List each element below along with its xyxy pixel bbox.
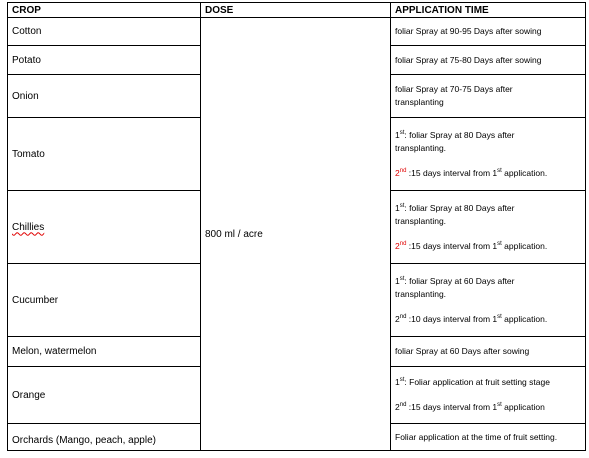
ordinal-suffix: st: [399, 129, 405, 136]
application-text: application.: [501, 167, 548, 178]
ordinal-suffix: st: [497, 240, 502, 247]
application-text: :15 days interval from 1: [406, 402, 498, 412]
crop-cell: Potato: [8, 46, 201, 75]
ordinal-suffix: st: [497, 313, 502, 320]
crop-cell: Cucumber: [8, 264, 201, 337]
ordinal: 1: [395, 275, 400, 286]
ordinal-suffix: nd: [399, 402, 407, 409]
header-row: [8, 3, 586, 18]
table-row: [8, 18, 586, 46]
header-application-time: APPLICATION TIME: [391, 3, 586, 18]
crop-cell: [8, 191, 201, 264]
application-text: : foliar Spray at 60 Days after: [404, 275, 515, 286]
application-text: application.: [501, 240, 548, 251]
application-cell: [391, 118, 586, 191]
application-cell: [391, 367, 586, 424]
ordinal-suffix: nd: [399, 313, 407, 320]
application-text: application: [501, 402, 545, 412]
application-second: [395, 240, 581, 253]
application-text: foliar Spray at 90-95 Days after sowing: [395, 26, 542, 36]
application-text: transplanting.: [395, 142, 447, 153]
application-cell: [391, 337, 586, 367]
application-first: [395, 202, 581, 215]
ordinal: 1: [395, 202, 400, 213]
ordinal-suffix: st: [399, 275, 405, 282]
crop-cell: Tomato: [8, 118, 201, 191]
application-text: foliar Spray at 70-75 Days after: [395, 84, 513, 94]
ordinal: 2: [395, 313, 400, 324]
crop-cell: Onion: [8, 75, 201, 118]
application-text: transplanting.: [395, 215, 447, 226]
application-text: : Foliar application at fruit setting stage: [404, 377, 550, 387]
application-cell: [391, 424, 586, 451]
application-text: transplanting.: [395, 288, 447, 299]
dose-cell: 800 ml / acre: [201, 18, 391, 451]
ordinal-suffix: nd: [399, 167, 407, 174]
application-text: :15 days interval from 1: [406, 167, 498, 178]
application-cell: [391, 46, 586, 75]
application-cell: [391, 18, 586, 46]
application-first: [395, 275, 581, 288]
application-text: foliar Spray at 60 Days after sowing: [395, 346, 530, 356]
ordinal-suffix: nd: [399, 240, 407, 247]
crop-name: Chillies: [12, 221, 45, 233]
crop-cell: Cotton: [8, 18, 201, 46]
application-first: [395, 129, 581, 142]
application-cell: [391, 191, 586, 264]
ordinal: 2: [395, 167, 400, 178]
ordinal-suffix: st: [399, 202, 405, 209]
crop-cell: Orchards (Mango, peach, apple): [8, 424, 201, 451]
application-text: foliar Spray at 75-80 Days after sowing: [395, 54, 542, 65]
application-second: [395, 401, 581, 414]
application-second: [395, 167, 581, 180]
application-text: :15 days interval from 1: [406, 240, 498, 251]
application-cell: [391, 75, 586, 118]
header-crop: CROP: [8, 3, 201, 18]
ordinal-suffix: st: [497, 167, 502, 174]
crop-cell: Melon, watermelon: [8, 337, 201, 367]
application-second: [395, 313, 581, 326]
ordinal-suffix: st: [497, 402, 502, 409]
header-dose: DOSE: [201, 3, 391, 18]
ordinal-suffix: st: [399, 377, 405, 384]
application-text: : foliar Spray at 80 Days after: [404, 129, 515, 140]
ordinal: 1: [395, 377, 400, 387]
application-text: transplanting: [395, 97, 444, 107]
ordinal: 2: [395, 240, 400, 251]
ordinal: 2: [395, 402, 400, 412]
application-text: Foliar application at the time of fruit setting.: [395, 431, 558, 442]
application-text: :10 days interval from 1: [406, 313, 498, 324]
ordinal: 1: [395, 129, 400, 140]
crop-cell: Orange: [8, 367, 201, 424]
application-text: application.: [501, 313, 548, 324]
application-cell: [391, 264, 586, 337]
application-first: [395, 376, 581, 389]
application-text: : foliar Spray at 80 Days after: [404, 202, 515, 213]
application-table: [7, 2, 586, 451]
